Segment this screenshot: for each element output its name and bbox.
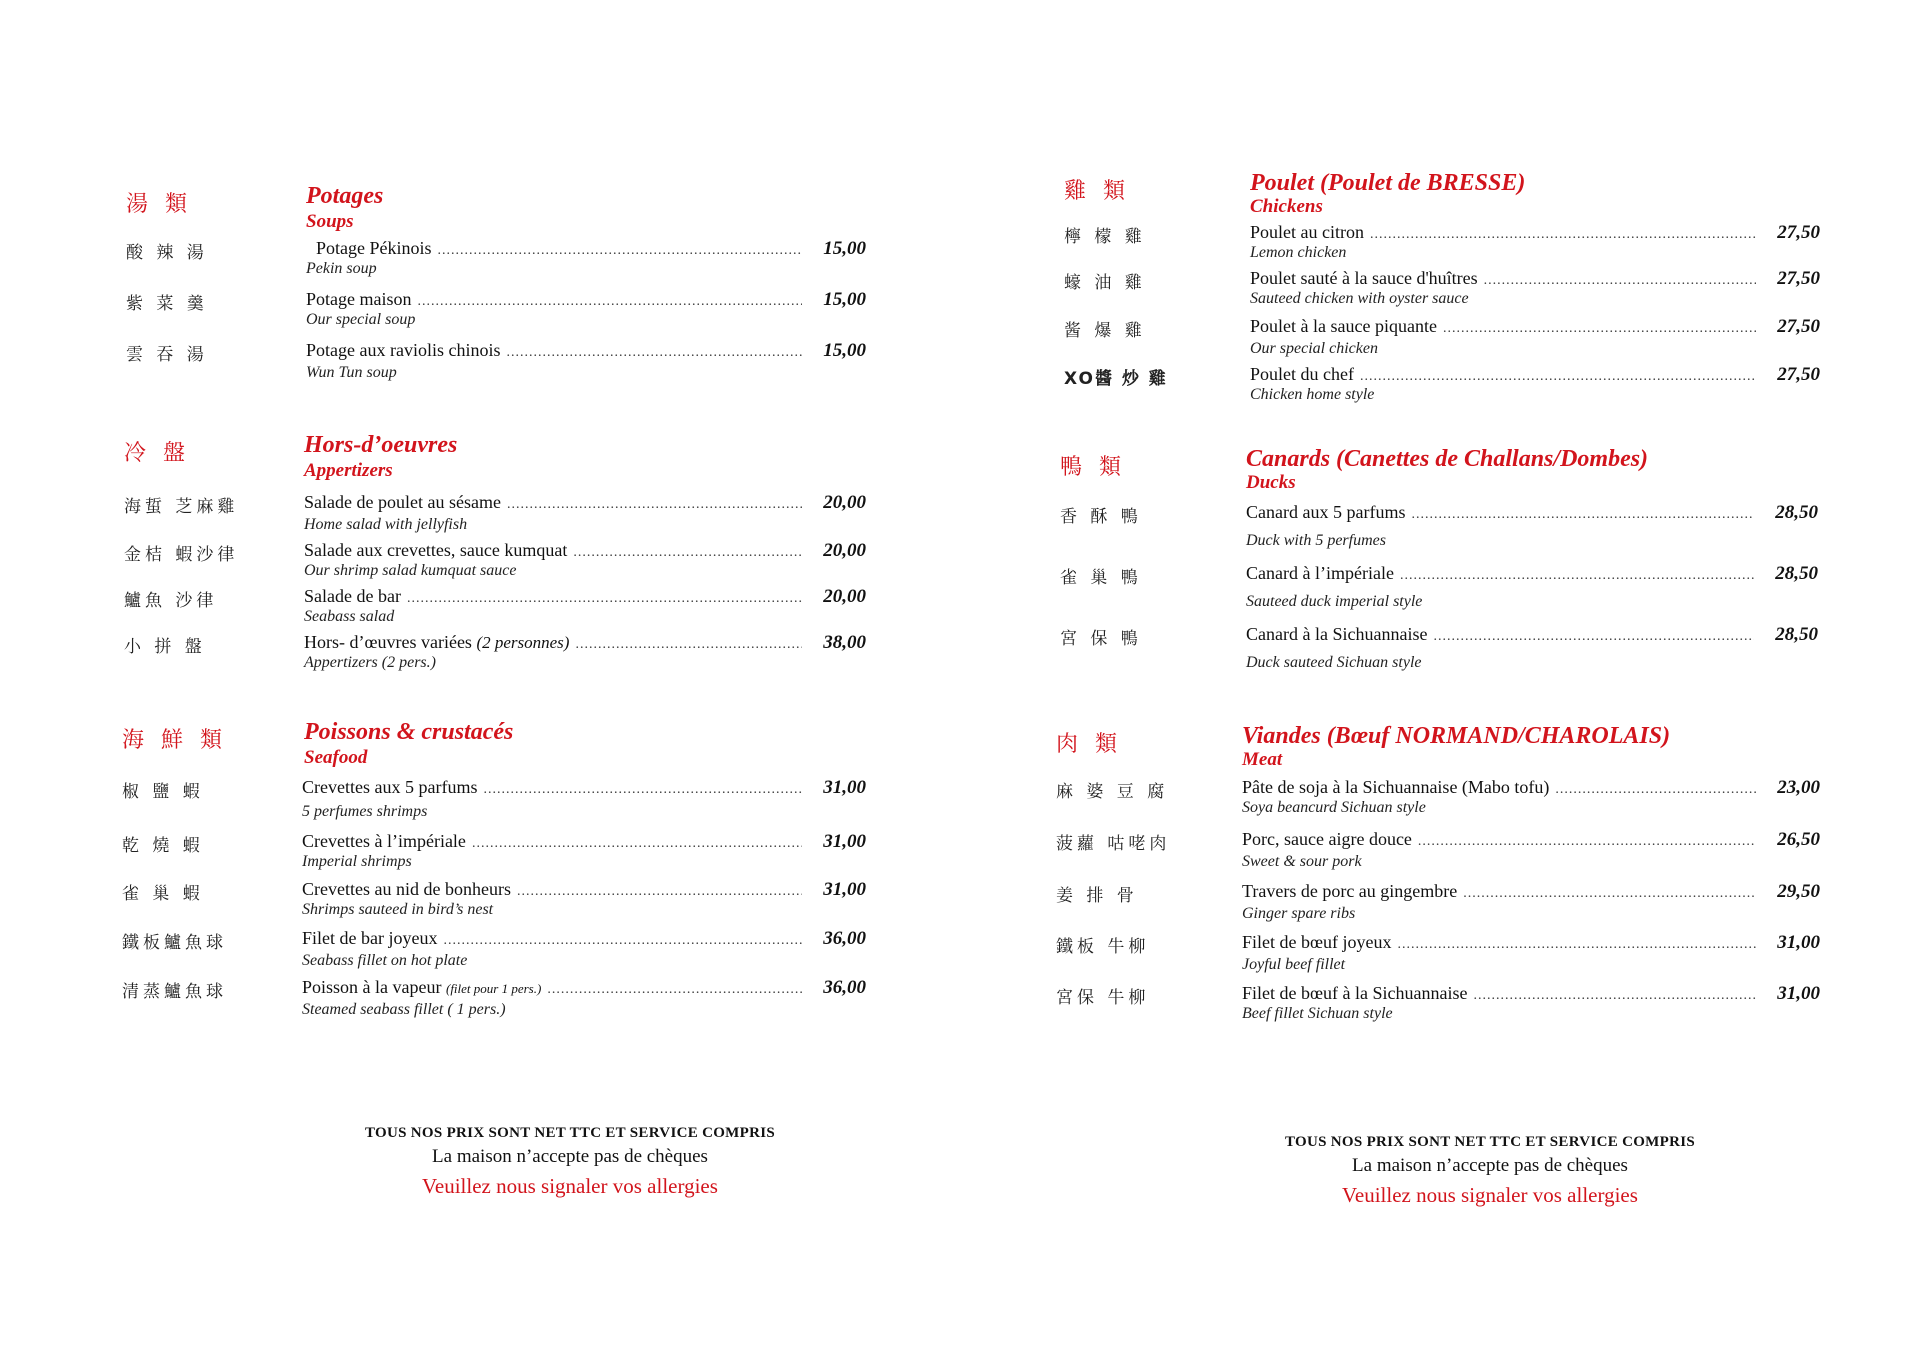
dish-price: 15,00 <box>823 340 866 361</box>
dish-english-name: 5 perfumes shrimps <box>302 803 428 820</box>
menu-item <box>124 586 866 630</box>
dish-french-name: Pâte de soja à la Sichuannaise (Mabo tofu) <box>1242 777 1550 797</box>
dot-leader <box>1463 886 1756 902</box>
dot-leader <box>1400 568 1754 584</box>
dish-line <box>302 977 866 999</box>
dish-chinese-name: 清蒸鱸魚球 <box>122 982 227 1002</box>
menu-item <box>1064 364 1820 408</box>
dot-leader <box>1484 273 1756 289</box>
dot-leader <box>472 836 802 852</box>
dish-french-name: Canard à la Sichuannaise <box>1246 624 1428 644</box>
dish-french-name: Canard aux 5 parfums <box>1246 502 1406 522</box>
section-english-title: Ducks <box>1246 472 1296 493</box>
dish-french-name <box>304 632 569 653</box>
dish-price: 31,00 <box>823 831 866 852</box>
section-english-title: Appertizers <box>304 460 393 481</box>
dish-english-name: Chicken home style <box>1250 386 1375 403</box>
dish-line <box>1242 829 1820 851</box>
dish-french-name: Filet de bar joyeux <box>302 928 438 948</box>
menu-item <box>1056 829 1820 879</box>
dish-english-name: Our shrimp salad kumquat sauce <box>304 562 517 579</box>
section-french-title: Hors-d’oeuvres <box>304 432 458 458</box>
dish-french-name: Poulet à la sauce piquante <box>1250 316 1437 336</box>
dish-english-name: Steamed seabass fillet ( 1 pers.) <box>302 1001 506 1018</box>
menu-item <box>1056 777 1820 827</box>
dish-line <box>304 632 866 654</box>
dish-english-name: Our special soup <box>306 311 416 328</box>
section-chinese-title: 雞 類 <box>1064 179 1130 204</box>
dish-line <box>1246 502 1818 524</box>
menu-footer <box>1190 1134 1790 1208</box>
dish-english-name: Our special chicken <box>1250 340 1378 357</box>
dish-french-name: Poulet au citron <box>1250 222 1364 242</box>
dish-french-name: Crevettes au nid de bonheurs <box>302 879 511 899</box>
menu-item <box>122 777 866 825</box>
dish-french-name-text: Poisson à la vapeur <box>302 977 442 997</box>
dish-chinese-name: 菠蘿 咕咾肉 <box>1056 834 1171 854</box>
dish-price: 27,50 <box>1777 316 1820 337</box>
section-chinese-title: 湯 類 <box>126 192 192 217</box>
menu-item <box>1060 563 1818 613</box>
menu-item <box>124 540 866 584</box>
dish-line <box>304 586 866 608</box>
dish-chinese-name: 紫 菜 羹 <box>126 294 208 314</box>
dot-leader <box>443 933 802 949</box>
dot-leader <box>483 782 802 798</box>
dish-chinese-name: 雲 吞 湯 <box>126 345 208 365</box>
dish-chinese-name: 酸 辣 湯 <box>126 243 208 263</box>
dish-chinese-name: 麻 婆 豆 腐 <box>1056 782 1169 802</box>
section-french-title: Canards (Canettes de Challans/Dombes) <box>1246 446 1649 472</box>
section-english-title: Chickens <box>1250 196 1323 217</box>
dish-line <box>1246 624 1818 646</box>
dish-french-name: Crevettes à l’impériale <box>302 831 466 851</box>
dish-price: 28,50 <box>1775 563 1818 584</box>
dish-chinese-name: 椒 鹽 蝦 <box>122 782 204 802</box>
dish-line <box>1242 881 1820 903</box>
section-chinese-title: 冷 盤 <box>124 441 190 466</box>
section-chinese-title: 鴨 類 <box>1060 455 1126 480</box>
dot-leader <box>1433 629 1754 645</box>
dish-french-name: Salade de bar <box>304 586 401 606</box>
dish-english-name: Lemon chicken <box>1250 244 1347 261</box>
dot-leader <box>1411 507 1754 523</box>
menu-item <box>122 831 866 879</box>
dish-french-name: Filet de bœuf joyeux <box>1242 932 1392 952</box>
section-english-title: Soups <box>306 211 354 232</box>
dish-price: 31,00 <box>823 879 866 900</box>
section-french-title: Poissons & crustacés <box>304 719 514 745</box>
menu-item <box>1056 881 1820 931</box>
dish-english-name: Duck sauteed Sichuan style <box>1246 654 1422 671</box>
dish-french-name: Filet de bœuf à la Sichuannaise <box>1242 983 1468 1003</box>
dish-french-name: Porc, sauce aigre douce <box>1242 829 1412 849</box>
section-french-title: Viandes (Bœuf NORMAND/CHAROLAIS) <box>1242 723 1671 749</box>
dish-price: 23,00 <box>1777 777 1820 798</box>
dish-price: 20,00 <box>823 586 866 607</box>
footer-cheques-note: La maison n’accepte pas de chèques <box>432 1146 708 1167</box>
dish-price: 31,00 <box>1777 983 1820 1004</box>
menu-item <box>1056 983 1820 1033</box>
dot-leader <box>517 884 802 900</box>
dish-price: 28,50 <box>1775 502 1818 523</box>
dish-chinese-name: 雀 巢 鴨 <box>1060 568 1142 588</box>
section-english-title: Meat <box>1242 749 1283 770</box>
dish-line <box>1242 983 1820 1005</box>
dish-chinese-name: 宮保 牛柳 <box>1056 988 1150 1008</box>
dot-leader <box>407 591 802 607</box>
dish-price: 27,50 <box>1777 268 1820 289</box>
dish-english-name: Imperial shrimps <box>302 853 412 870</box>
dish-price: 27,50 <box>1777 364 1820 385</box>
dish-english-name: Joyful beef fillet <box>1242 956 1346 973</box>
dish-french-name-text: Hors- d’œuvres variées <box>304 632 472 652</box>
dish-chinese-name: 姜 排 骨 <box>1056 886 1138 906</box>
dish-chinese-name: 乾 燒 蝦 <box>122 836 204 856</box>
dish-chinese-name: 宮 保 鴨 <box>1060 629 1142 649</box>
footer-allergies-note: Veuillez nous signaler vos allergies <box>1342 1183 1638 1207</box>
dish-line <box>306 340 866 362</box>
dot-leader <box>1370 227 1756 243</box>
dish-line <box>316 238 866 260</box>
section-chinese-title: 肉 類 <box>1056 732 1122 757</box>
dish-line <box>302 879 866 901</box>
dot-leader <box>1443 321 1756 337</box>
dish-price: 27,50 <box>1777 222 1820 243</box>
dish-english-name: Appertizers (2 pers.) <box>304 654 436 671</box>
dish-note: (2 personnes) <box>476 633 570 652</box>
dish-note: (filet pour 1 pers.) <box>445 981 542 996</box>
dish-english-name: Seabass salad <box>304 608 395 625</box>
dish-chinese-name: 蠔 油 雞 <box>1064 273 1146 293</box>
menu-section-appetizers <box>124 432 866 676</box>
dish-french-name: Potage aux raviolis chinois <box>306 340 501 360</box>
dish-price: 36,00 <box>823 977 866 998</box>
dot-leader <box>575 637 802 653</box>
menu-item <box>1060 624 1818 674</box>
dish-chinese-name: 鐵板 牛柳 <box>1056 937 1150 957</box>
dish-french-name: Salade aux crevettes, sauce kumquat <box>304 540 568 560</box>
dish-french-name: Poulet sauté à la sauce d'huîtres <box>1250 268 1478 288</box>
dot-leader <box>1397 937 1756 953</box>
dish-french-name <box>302 977 541 998</box>
dish-english-name: Pekin soup <box>306 260 377 277</box>
dish-chinese-name: 鱸魚 沙律 <box>124 591 218 611</box>
dish-line <box>1250 268 1820 290</box>
dish-line <box>1250 364 1820 386</box>
dish-english-name: Wun Tun soup <box>306 364 397 381</box>
dish-line <box>302 777 866 799</box>
menu-item <box>122 977 866 1025</box>
dish-line <box>1242 777 1820 799</box>
menu-page-right <box>960 0 1920 1347</box>
dot-leader <box>573 545 802 561</box>
menu-item <box>124 632 866 676</box>
dish-line <box>302 831 866 853</box>
dish-chinese-name: XO醬 炒 雞 <box>1064 369 1168 389</box>
footer-cheques-note: La maison n’accepte pas de chèques <box>1352 1155 1628 1176</box>
dish-english-name: Duck with 5 perfumes <box>1246 532 1386 549</box>
dish-french-name: Potage maison <box>306 289 412 309</box>
dot-leader <box>1473 988 1756 1004</box>
dish-english-name: Shrimps sauteed in bird’s nest <box>302 901 494 918</box>
menu-item <box>1064 316 1820 360</box>
dish-french-name: Crevettes aux 5 parfums <box>302 777 478 797</box>
menu-item <box>126 289 866 335</box>
dish-price: 29,50 <box>1777 881 1820 902</box>
dish-price: 15,00 <box>823 289 866 310</box>
dish-english-name: Sauteed chicken with oyster sauce <box>1250 290 1469 307</box>
dish-price: 36,00 <box>823 928 866 949</box>
dish-price: 28,50 <box>1775 624 1818 645</box>
footer-prices-note: TOUS NOS PRIX SONT NET TTC ET SERVICE COMPRIS <box>364 1125 776 1141</box>
section-chinese-title: 海 鮮 類 <box>122 728 227 753</box>
footer-prices-note: TOUS NOS PRIX SONT NET TTC ET SERVICE COMPRIS <box>1284 1134 1696 1150</box>
dish-price: 15,00 <box>823 238 866 259</box>
dish-line <box>1250 316 1820 338</box>
dish-chinese-name: 檸 檬 雞 <box>1064 227 1146 247</box>
dish-price: 26,50 <box>1777 829 1820 850</box>
dish-english-name: Home salad with jellyfish <box>304 516 468 533</box>
menu-item <box>122 879 866 927</box>
dot-leader <box>438 243 803 259</box>
dish-line <box>1246 563 1818 585</box>
dish-chinese-name: 雀 巢 蝦 <box>122 884 204 904</box>
dish-line <box>304 492 866 514</box>
dish-line <box>304 540 866 562</box>
menu-footer <box>260 1125 880 1199</box>
dot-leader <box>418 294 803 310</box>
section-english-title: Seafood <box>304 747 368 768</box>
menu-item <box>124 492 866 536</box>
dish-chinese-name: 海蜇 芝麻雞 <box>124 497 239 517</box>
dish-price: 31,00 <box>1777 932 1820 953</box>
dish-english-name: Soya beancurd Sichuan style <box>1242 799 1426 816</box>
menu-section-soups <box>126 183 866 387</box>
menu-item <box>126 238 866 284</box>
dish-english-name: Sweet & sour pork <box>1242 853 1362 870</box>
dish-chinese-name: 小 拼 盤 <box>124 637 206 657</box>
dish-price: 38,00 <box>823 632 866 653</box>
dish-english-name: Sauteed duck imperial style <box>1246 593 1423 610</box>
menu-section-meat <box>1056 723 1820 1037</box>
dish-chinese-name: 酱 爆 雞 <box>1064 321 1146 341</box>
section-french-title: Poulet (Poulet de BRESSE) <box>1250 170 1526 196</box>
dish-price: 20,00 <box>823 540 866 561</box>
dish-line <box>306 289 866 311</box>
menu-item <box>1056 932 1820 982</box>
dish-price: 31,00 <box>823 777 866 798</box>
dish-line <box>1250 222 1820 244</box>
dish-french-name: Salade de poulet au sésame <box>304 492 501 512</box>
menu-item <box>1064 222 1820 266</box>
dish-line <box>1242 932 1820 954</box>
dish-french-name: Potage Pékinois <box>316 238 432 258</box>
dish-english-name: Seabass fillet on hot plate <box>302 952 468 969</box>
menu-section-ducks <box>1060 446 1818 680</box>
dish-chinese-name: 香 酥 鴨 <box>1060 507 1142 527</box>
dot-leader <box>1555 782 1756 798</box>
dish-price: 20,00 <box>823 492 866 513</box>
menu-item <box>122 928 866 976</box>
menu-section-seafood <box>122 719 866 1023</box>
menu-item <box>1064 268 1820 312</box>
dish-chinese-name: 金桔 蝦沙律 <box>124 545 239 565</box>
dot-leader <box>1418 834 1756 850</box>
footer-allergies-note: Veuillez nous signaler vos allergies <box>422 1174 718 1198</box>
dot-leader <box>547 982 802 998</box>
dot-leader <box>1360 369 1756 385</box>
dot-leader <box>507 497 802 513</box>
dish-chinese-name: 鐵板鱸魚球 <box>122 933 227 953</box>
section-french-title: Potages <box>306 183 384 209</box>
dish-english-name: Beef fillet Sichuan style <box>1242 1005 1393 1022</box>
menu-item <box>126 340 866 386</box>
menu-section-chickens <box>1064 170 1820 414</box>
dish-line <box>302 928 866 950</box>
menu-item <box>1060 502 1818 552</box>
dish-french-name: Canard à l’impériale <box>1246 563 1394 583</box>
dish-french-name: Poulet du chef <box>1250 364 1354 384</box>
dot-leader <box>506 345 802 361</box>
dish-french-name: Travers de porc au gingembre <box>1242 881 1458 901</box>
dish-english-name: Ginger spare ribs <box>1242 905 1356 922</box>
